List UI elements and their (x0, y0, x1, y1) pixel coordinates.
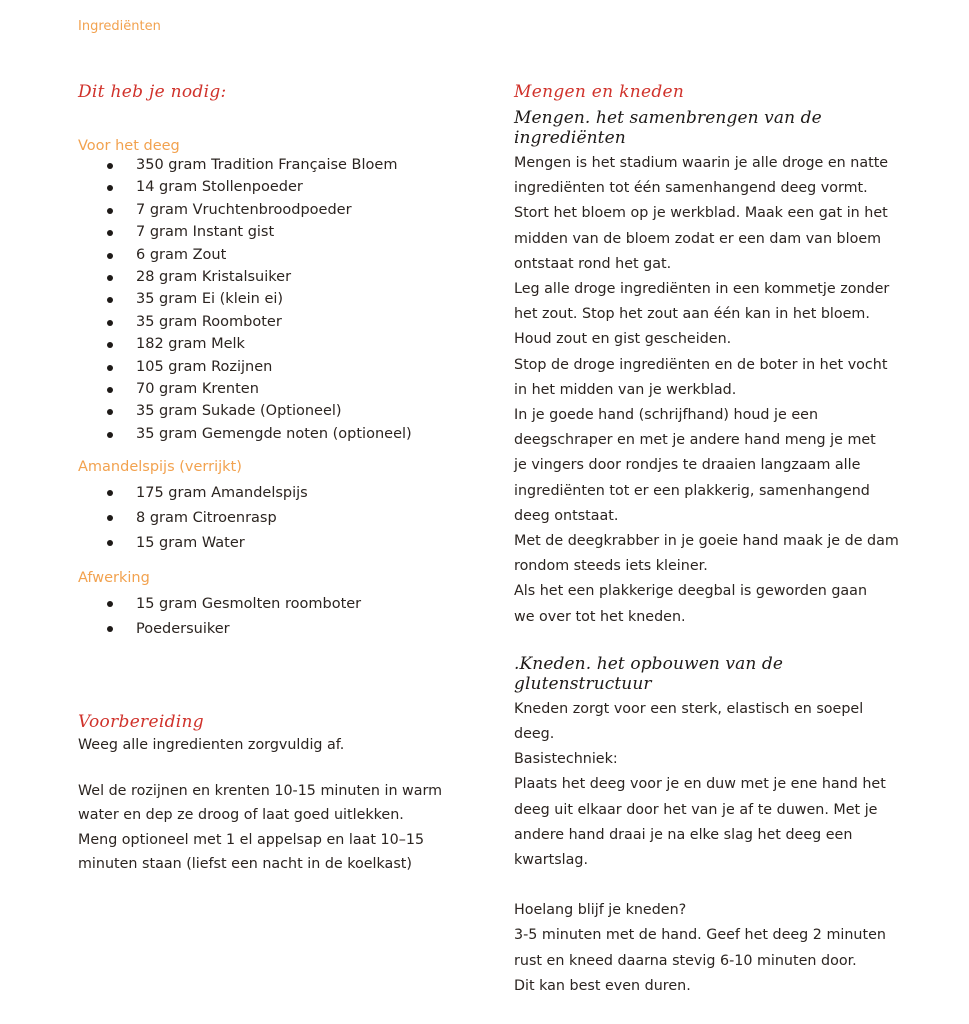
bullet-icon (107, 185, 113, 191)
list-item: 182 gram Melk (78, 333, 478, 355)
bullet-icon (107, 432, 113, 438)
bullet-icon (107, 540, 113, 546)
bullet-icon (107, 601, 113, 607)
bullet-icon (107, 275, 113, 281)
list-item: 8 gram Citroenrasp (78, 506, 478, 531)
list-item: 35 gram Roomboter (78, 311, 478, 333)
bullet-icon (107, 297, 113, 303)
section-title-preparation: Voorbereiding (78, 712, 204, 733)
bullet-icon (107, 515, 113, 521)
list-item: 7 gram Instant gist (78, 221, 478, 243)
bullet-icon (107, 208, 113, 214)
group-title-almond: Amandelspijs (verrijkt) (78, 459, 242, 476)
bullet-icon (107, 230, 113, 236)
list-item: 35 gram Gemengde noten (optioneel) (78, 423, 478, 445)
page-header: Ingrediënten (78, 19, 161, 34)
finishing-list (78, 592, 478, 642)
method-column (514, 82, 914, 999)
list-item: 175 gram Amandelspijs (78, 481, 478, 506)
list-item: 15 gram Gesmolten roomboter (78, 592, 478, 617)
mixing-text: Mengen is het stadium waarin je alle droge en natte ingrediënten tot één samenhangend deeg vormt. Stort het bloem op je werkblad. Maak een gat in het midden van de bloem zodat er een dam van bloem ontstaat rond het gat. Leg alle droge ingrediënten in een kommetje zonder het zout. Stop het zout aan één kan in het bloem. Houd zout en gist gescheiden. Stop de droge ingrediënten en de boter in het vocht in het midden van je werkblad. In je goede hand (schrijfhand) houd je een deegschraper en met je andere hand meng je met je vingers door rondjes te draaien langzaam alle ingrediënten tot er een plakkerig, samenhangend deeg ontstaat. Met de deegkrabber in je goeie hand maak je de dam rondom steeds iets kleiner. Als het een plakkerige deegbal is geworden gaan we over tot het kneden. (514, 155, 899, 625)
kneading-duration-text: Hoelang blijf je kneden? 3-5 minuten met de hand. Geef het deeg 2 minuten rust en kneed daarna stevig 6-10 minuten door. Dit kan best even duren. (514, 902, 886, 994)
bullet-icon (107, 387, 113, 393)
list-item: 70 gram Krenten (78, 378, 478, 400)
list-item: 14 gram Stollenpoeder (78, 176, 478, 198)
list-item: 15 gram Water (78, 531, 478, 556)
subsection-title-kneading: .Kneden. het opbouwen van de glutenstructuur (514, 653, 784, 694)
list-item: 35 gram Ei (klein ei) (78, 288, 478, 310)
section-title-mixing-kneading: Mengen en kneden (514, 82, 685, 102)
bullet-icon (107, 409, 113, 415)
list-item: 35 gram Sukade (Optioneel) (78, 400, 478, 422)
group-title-finishing: Afwerking (78, 570, 150, 587)
section-title-needs: Dit heb je nodig: (78, 82, 227, 102)
list-item: Poedersuiker (78, 617, 478, 642)
dough-list (78, 154, 478, 445)
preparation-step-2: Wel de rozijnen en krenten 10-15 minuten in warm water en dep ze droog of laat goed uitlekken. Meng optioneel met 1 el appelsap en laat 10–15 minuten staan (liefst een nacht in de koelkast) (78, 782, 443, 873)
list-item: 6 gram Zout (78, 244, 478, 266)
ingredients-column (78, 82, 478, 877)
bullet-icon (107, 490, 113, 496)
list-item: 105 gram Rozijnen (78, 356, 478, 378)
bullet-icon (107, 253, 113, 259)
subsection-title-mixing: Mengen. het samenbrengen van de ingrediënten (514, 108, 822, 148)
list-item: 28 gram Kristalsuiker (78, 266, 478, 288)
bullet-icon (107, 365, 113, 371)
kneading-text: Kneden zorgt voor een sterk, elastisch en soepel deeg. Basistechniek: Plaats het deeg voor je en duw met je ene hand het deeg uit elkaar door het van je af te duwen. Met je andere hand draai je na elke slag het deeg een kwartslag. (514, 700, 886, 869)
preparation-step-1: Weeg alle ingredienten zorgvuldig af. (78, 737, 345, 754)
bullet-icon (107, 342, 113, 348)
list-item: 7 gram Vruchtenbroodpoeder (78, 199, 478, 221)
bullet-icon (107, 163, 113, 169)
almond-list (78, 481, 478, 556)
list-item: 350 gram Tradition Française Bloem (78, 154, 478, 176)
bullet-icon (107, 626, 113, 632)
bullet-icon (107, 320, 113, 326)
group-title-dough: Voor het deeg (78, 138, 180, 154)
